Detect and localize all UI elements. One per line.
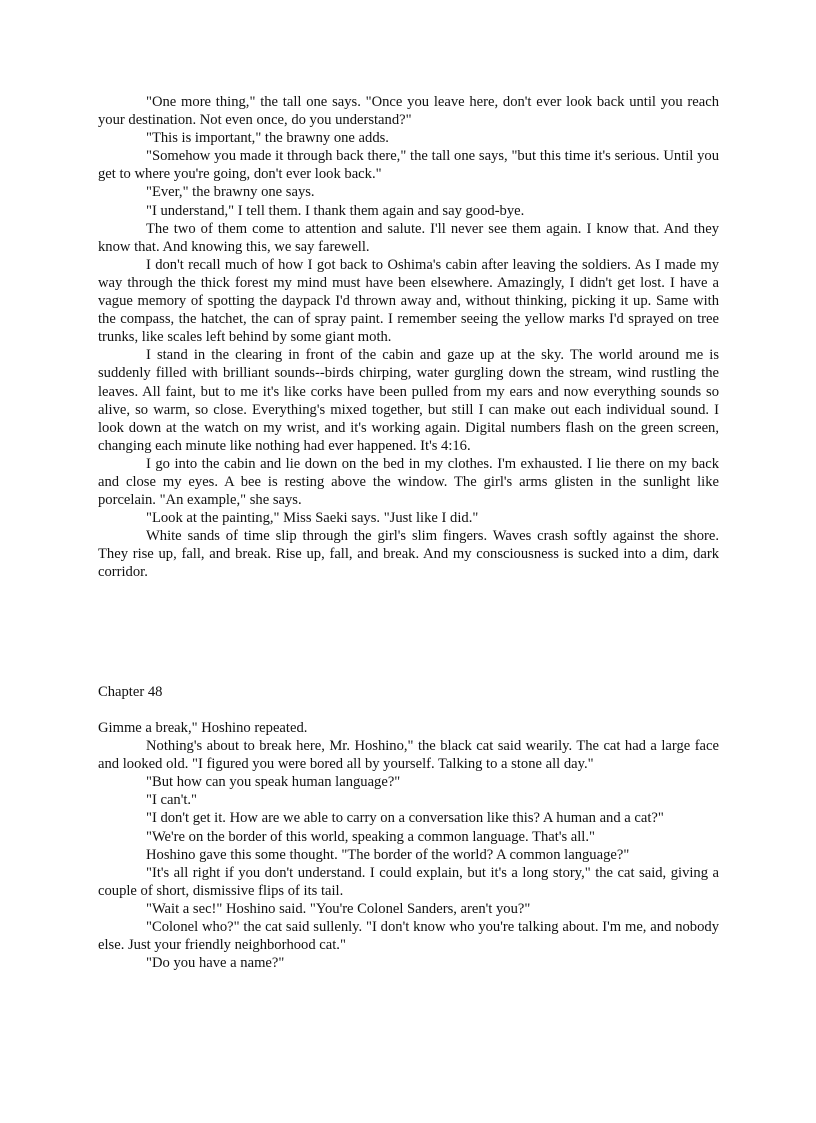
paragraph: "We're on the border of this world, speaking a common language. That's all." xyxy=(146,828,595,845)
paragraph: "This is important," the brawny one adds. xyxy=(146,130,389,147)
paragraph: "Do you have a name?" xyxy=(146,955,285,972)
paragraph: "Wait a sec!" Hoshino said. "You're Colonel Sanders, aren't you?" xyxy=(146,900,531,917)
paragraph: "It's all right if you don't understand. I could explain, but it's a long story," the cat said, giving a couple of short, dismissive flips of its tail. xyxy=(98,864,719,899)
paragraph: "I understand," I tell them. I thank them again and say good-bye. xyxy=(146,202,525,219)
paragraph: "Somehow you made it through back there," the tall one says, "but this time it's serious. Until you get to where you're going, don't ever look back." xyxy=(98,148,719,183)
paragraph: "One more thing," the tall one says. "Once you leave here, don't ever look back until you reach your destination. Not even once, do you understand?" xyxy=(98,94,719,129)
paragraph: I go into the cabin and lie down on the bed in my clothes. I'm exhausted. I lie there on my back and close my eyes. A bee is resting above the window. The girl's arms glisten in the sunlight like porcelain. "An example," she says. xyxy=(98,455,719,509)
paragraph: I don't recall much of how I got back to Oshima's cabin after leaving the soldiers. As I made my way through the thick forest my mind must have been elsewhere. Amazingly, I didn't get lost. I have a vague memory of spotting the daypack I'd thrown away and, without thinking, picking it up. Same with the compass, the hatchet, the can of spray paint. I remember seeing the yellow marks I'd sprayed on tree trunks, like scales left behind by some giant moth. xyxy=(98,256,719,346)
section-2-text xyxy=(98,719,719,972)
paragraph: "Ever," the brawny one says. xyxy=(146,184,315,201)
paragraph: The two of them come to attention and salute. I'll never see them again. I know that. And they know that. And knowing this, we say farewell. xyxy=(98,220,719,255)
paragraph: "Look at the painting," Miss Saeki says. "Just like I did." xyxy=(146,510,479,527)
paragraph: "But how can you speak human language?" xyxy=(146,774,401,791)
paragraph: White sands of time slip through the girl's slim fingers. Waves crash softly against the shore. They rise up, fall, and break. Rise up, fall, and break. And my consciousness is sucked into a dim, dark corridor. xyxy=(98,528,719,581)
chapter-heading: Chapter 48 xyxy=(98,684,163,700)
paragraph: "I don't get it. How are we able to carry on a conversation like this? A human and a cat?" xyxy=(146,810,664,827)
paragraph: "Colonel who?" the cat said sullenly. "I don't know who you're talking about. I'm me, and nobody else. Just your friendly neighborhood cat." xyxy=(98,919,719,954)
paragraph: Nothing's about to break here, Mr. Hoshino," the black cat said wearily. The cat had a large face and looked old. "I figured you were bored all by yourself. Talking to a stone all day." xyxy=(98,738,719,773)
section-1-text xyxy=(98,93,719,582)
paragraph: Gimme a break," Hoshino repeated. xyxy=(98,720,308,736)
paragraph: Hoshino gave this some thought. "The border of the world? A common language?" xyxy=(146,846,630,863)
paragraph: "I can't." xyxy=(146,792,198,809)
paragraph: I stand in the clearing in front of the cabin and gaze up at the sky. The world around me is suddenly filled with brilliant sounds--birds chirping, water gurgling down the stream, wind rustling the leaves. All faint, but to me it's like corks have been pulled from my ears and now everything sounds so alive, so warm, so close. Everything's mixed together, but still I can make out each individual sound. I look down at the watch on my wrist, and it's working again. Digital numbers flash on the green screen, changing each minute like nothing had ever happened. It's 4:16. xyxy=(98,347,719,454)
